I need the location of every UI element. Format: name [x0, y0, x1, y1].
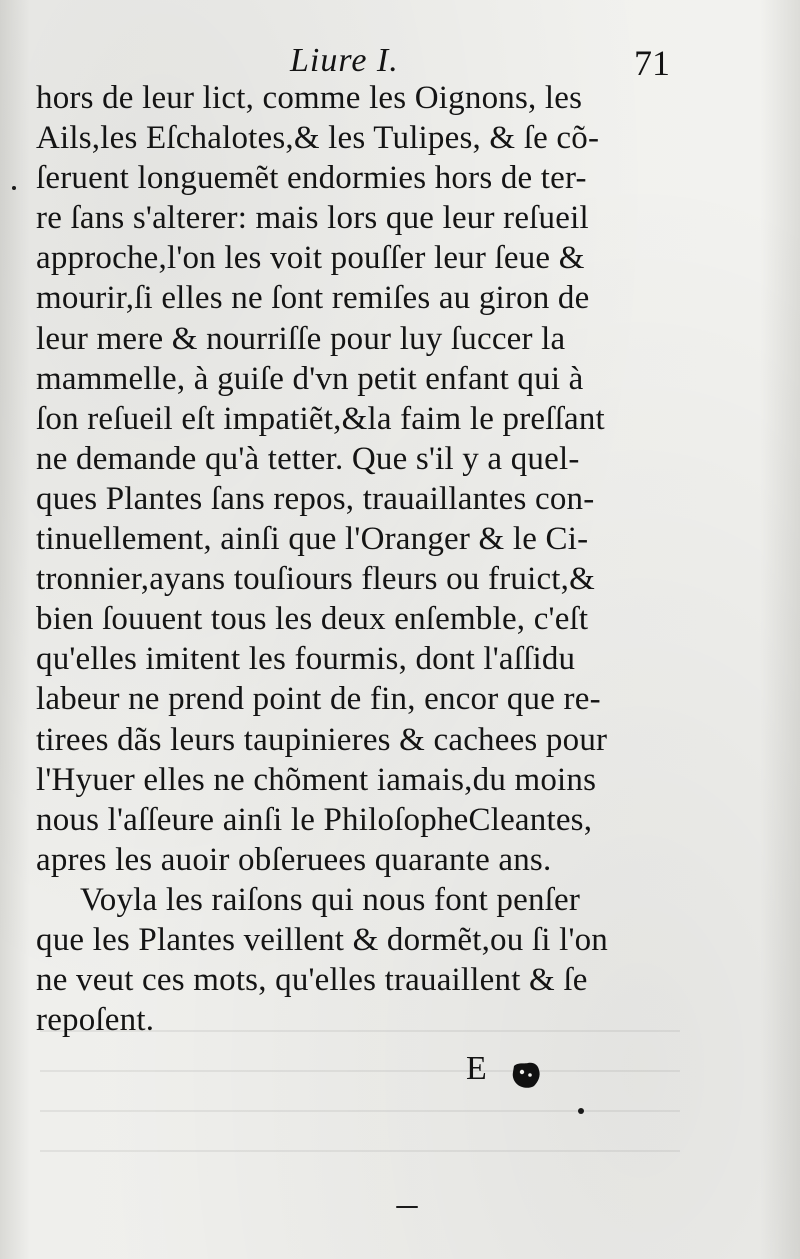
ink-speck	[12, 186, 16, 190]
running-title: Liure I.	[290, 42, 399, 79]
text-line: ques Plantes ſans repos, trauaillantes con-	[36, 480, 595, 517]
text-line: ſeruent longuemẽt endormies hors de ter-	[36, 160, 587, 197]
text-line: re ſans s'alterer: mais lors que leur reſueil	[36, 200, 589, 237]
ink-speck	[396, 1206, 418, 1208]
text-line: repoſent.	[36, 1002, 155, 1039]
text-line: leur mere & nourriſſe pour luy ſuccer la	[36, 320, 566, 357]
ink-blot-ornament	[508, 1060, 544, 1090]
page-number: 71	[634, 43, 670, 83]
text-line: ne veut ces mots, qu'elles trauaillent & ſe	[36, 962, 588, 999]
text-line: ſon reſueil eſt impatiẽt,&la faim le preſſant	[36, 400, 605, 437]
text-line: nous l'aſſeure ainſi le PhiloſopheCleantes,	[36, 801, 593, 838]
text-line: que les Plantes veillent & dormẽt,ou ſi l'on	[36, 921, 608, 958]
text-line: mourir,ſi elles ne ſont remiſes au giron de	[36, 280, 590, 317]
paragraph-start-line: Voyla les raiſons qui nous font penſer	[80, 881, 581, 918]
text-line: labeur ne prend point de fin, encor que re-	[36, 681, 601, 718]
ink-speck	[578, 1108, 584, 1114]
text-line: hors de leur lict, comme les Oignons, les	[36, 80, 583, 116]
text-line: apres les auoir obſeruees quarante ans.	[36, 841, 552, 878]
text-line: tinuellement, ainſi que l'Oranger & le Ci-	[36, 521, 589, 558]
text-line: mammelle, à guiſe d'vn petit enfant qui à	[36, 360, 584, 397]
text-line: tronnier,ayans touſiours fleurs ou fruict,&	[36, 561, 595, 598]
text-line: ne demande qu'à tetter. Que s'il y a quel-	[36, 440, 580, 477]
text-line: qu'elles imitent les fourmis, dont l'aſſidu	[36, 641, 576, 678]
signature-mark: E	[466, 1050, 487, 1087]
text-line: l'Hyuer elles ne chõment iamais,du moins	[36, 761, 597, 798]
text-line: Ails,les Eſchalotes,& les Tulipes, & ſe cõ-	[36, 120, 600, 157]
body-text	[36, 78, 672, 1040]
text-line: bien ſouuent tous les deux enſemble, c'eſt	[36, 601, 589, 638]
text-line: approche,l'on les voit pouſſer leur ſeue &	[36, 240, 585, 277]
text-line: tirees dãs leurs taupinieres & cachees pour	[36, 721, 608, 758]
